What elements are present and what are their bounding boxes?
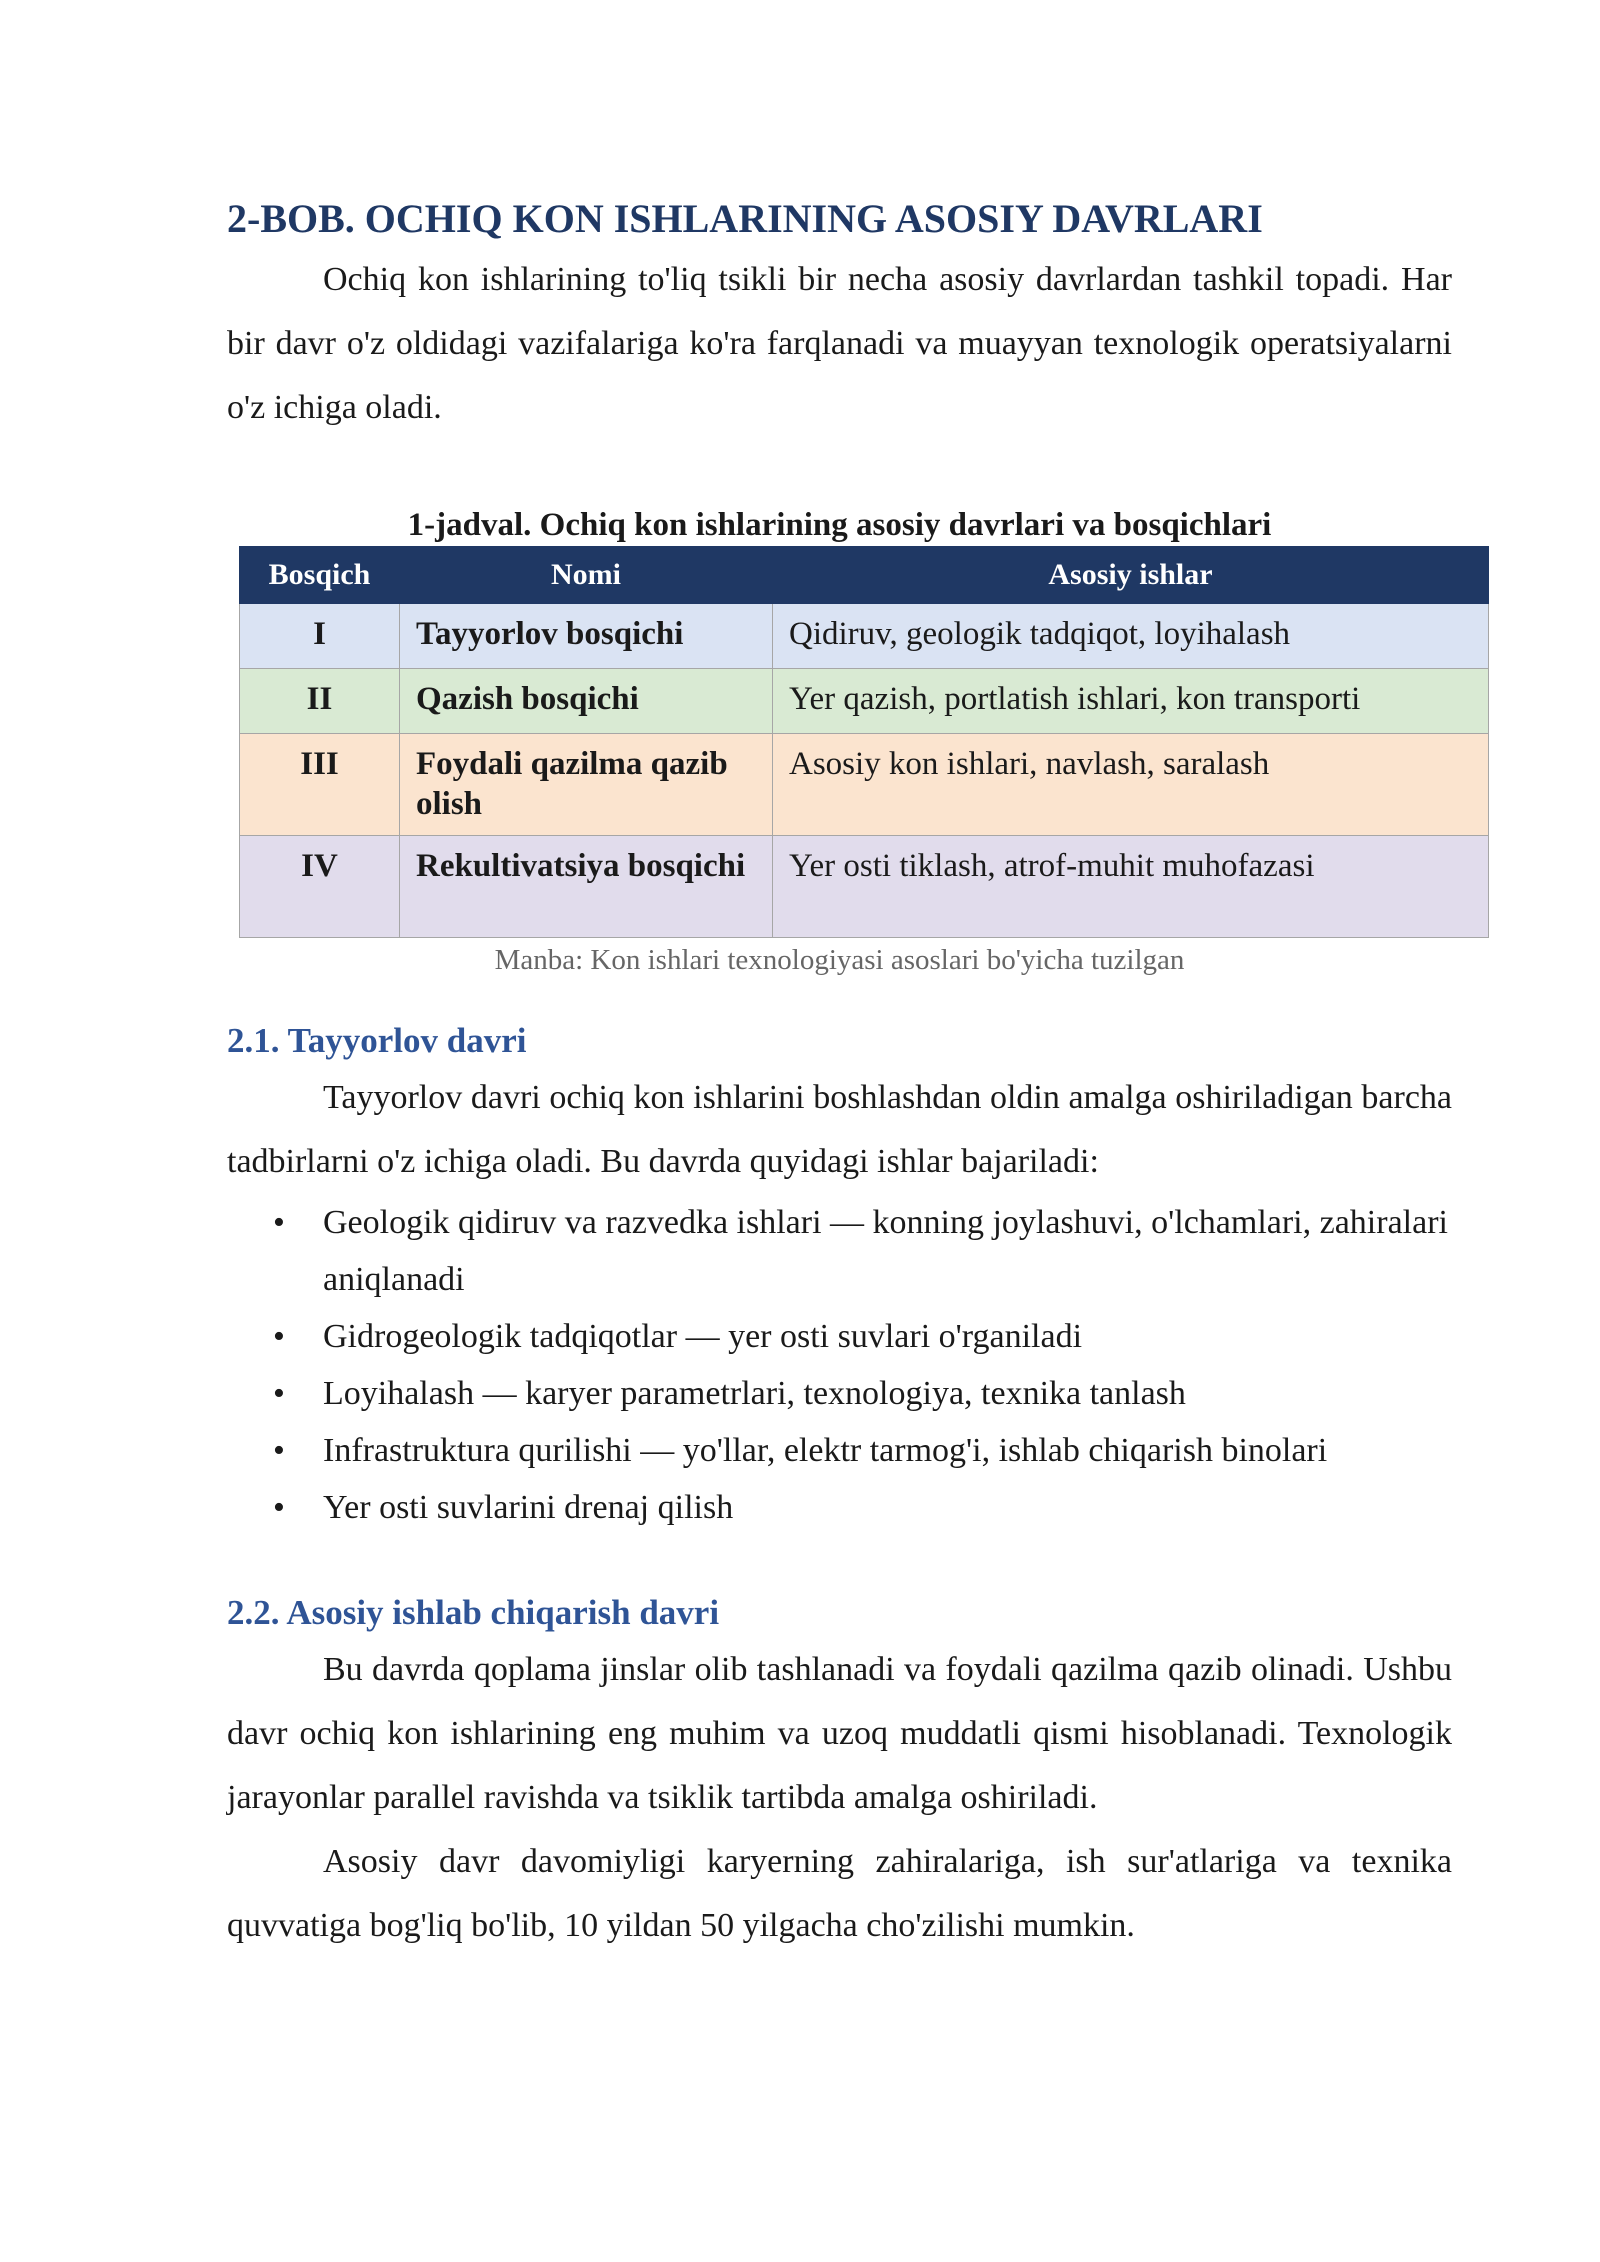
list-item-text: Yer osti suvlarini drenaj qilish: [323, 1489, 734, 1526]
section-1-paragraph: Tayyorlov davri ochiq kon ishlarini boshlashdan oldin amalga oshiriladigan barcha tadbirlarni o'z ichiga oladi. Bu davrda quyidagi ishlar bajariladi:: [227, 1079, 1452, 1180]
header-works: Asosiy ishlar: [773, 547, 1489, 604]
table-row: [240, 604, 1489, 669]
page-content: [227, 190, 1452, 1958]
name-cell: Foydali qazilma qazib olish: [400, 734, 773, 836]
list-item: [227, 1479, 1452, 1536]
chapter-title: 2-BOB. OCHIQ KON ISHLARINING ASOSIY DAVRLARI: [227, 196, 1263, 241]
header-name: Nomi: [400, 547, 773, 604]
list-item: [227, 1422, 1452, 1479]
stage-cell: II: [240, 669, 400, 734]
bullet-icon: •: [273, 1375, 285, 1412]
list-item: [227, 1308, 1452, 1365]
name-cell: Qazish bosqichi: [400, 669, 773, 734]
list-item: [227, 1365, 1452, 1422]
name-cell: Rekultivatsiya bosqichi: [400, 836, 773, 938]
section-2-paragraph-2: Asosiy davr davomiyligi karyerning zahiralariga, ish sur'atlariga va texnika quvvatiga bog'liq bo'lib, 10 yildan 50 yilgacha cho'zilishi mumkin.: [227, 1843, 1452, 1944]
table-caption: 1-jadval. Ochiq kon ishlarining asosiy davrlari va bosqichlari: [407, 507, 1272, 543]
stage-cell: I: [240, 604, 400, 669]
header-stage: Bosqich: [240, 547, 400, 604]
list-item-text: Geologik qidiruv va razvedka ishlari — konning joylashuvi, o'lchamlari, zahiralari aniqlanadi: [323, 1204, 1448, 1298]
preparation-works-list: [227, 1194, 1452, 1536]
works-cell: Yer osti tiklash, atrof-muhit muhofazasi: [773, 836, 1489, 938]
section-title-preparation: 2.1. Tayyorlov davri: [227, 1021, 527, 1060]
list-item-text: Infrastruktura qurilishi — yo'llar, elektr tarmog'i, ishlab chiqarish binolari: [323, 1432, 1328, 1469]
table-row: [240, 734, 1489, 836]
bullet-icon: •: [273, 1489, 285, 1526]
section-title-production: 2.2. Asosiy ishlab chiqarish davri: [227, 1593, 720, 1632]
section-2-paragraph-1: Bu davrda qoplama jinslar olib tashlanadi va foydali qazilma qazib olinadi. Ushbu davr ochiq kon ishlarining eng muhim va uzoq muddatli qismi hisoblanadi. Texnologik jarayonlar parallel ravishda va tsiklik tartibda amalga oshiriladi.: [227, 1651, 1452, 1816]
bullet-icon: •: [273, 1318, 285, 1355]
works-cell: Asosiy kon ishlari, navlash, saralash: [773, 734, 1489, 836]
table-header-row: [240, 547, 1489, 604]
works-cell: Yer qazish, portlatish ishlari, kon transporti: [773, 669, 1489, 734]
name-cell: Tayyorlov bosqichi: [400, 604, 773, 669]
stage-cell: III: [240, 734, 400, 836]
intro-paragraph: Ochiq kon ishlarining to'liq tsikli bir necha asosiy davrlardan tashkil topadi. Har bir davr o'z oldidagi vazifalariga ko'ra farqlanadi va muayyan texnologik operatsiyalarni o'z ichiga oladi.: [227, 261, 1452, 426]
bullet-icon: •: [273, 1432, 285, 1469]
table-row: [240, 669, 1489, 734]
list-item-text: Gidrogeologik tadqiqotlar — yer osti suvlari o'rganiladi: [323, 1318, 1083, 1355]
list-item: [227, 1194, 1452, 1308]
table-row: [240, 836, 1489, 938]
list-item-text: Loyihalash — karyer parametrlari, texnologiya, texnika tanlash: [323, 1375, 1186, 1412]
bullet-icon: •: [273, 1204, 285, 1241]
table-source-note: Manba: Kon ishlari texnologiyasi asoslari bo'yicha tuzilgan: [494, 944, 1185, 976]
periods-table: [239, 546, 1489, 938]
works-cell: Qidiruv, geologik tadqiqot, loyihalash: [773, 604, 1489, 669]
stage-cell: IV: [240, 836, 400, 938]
